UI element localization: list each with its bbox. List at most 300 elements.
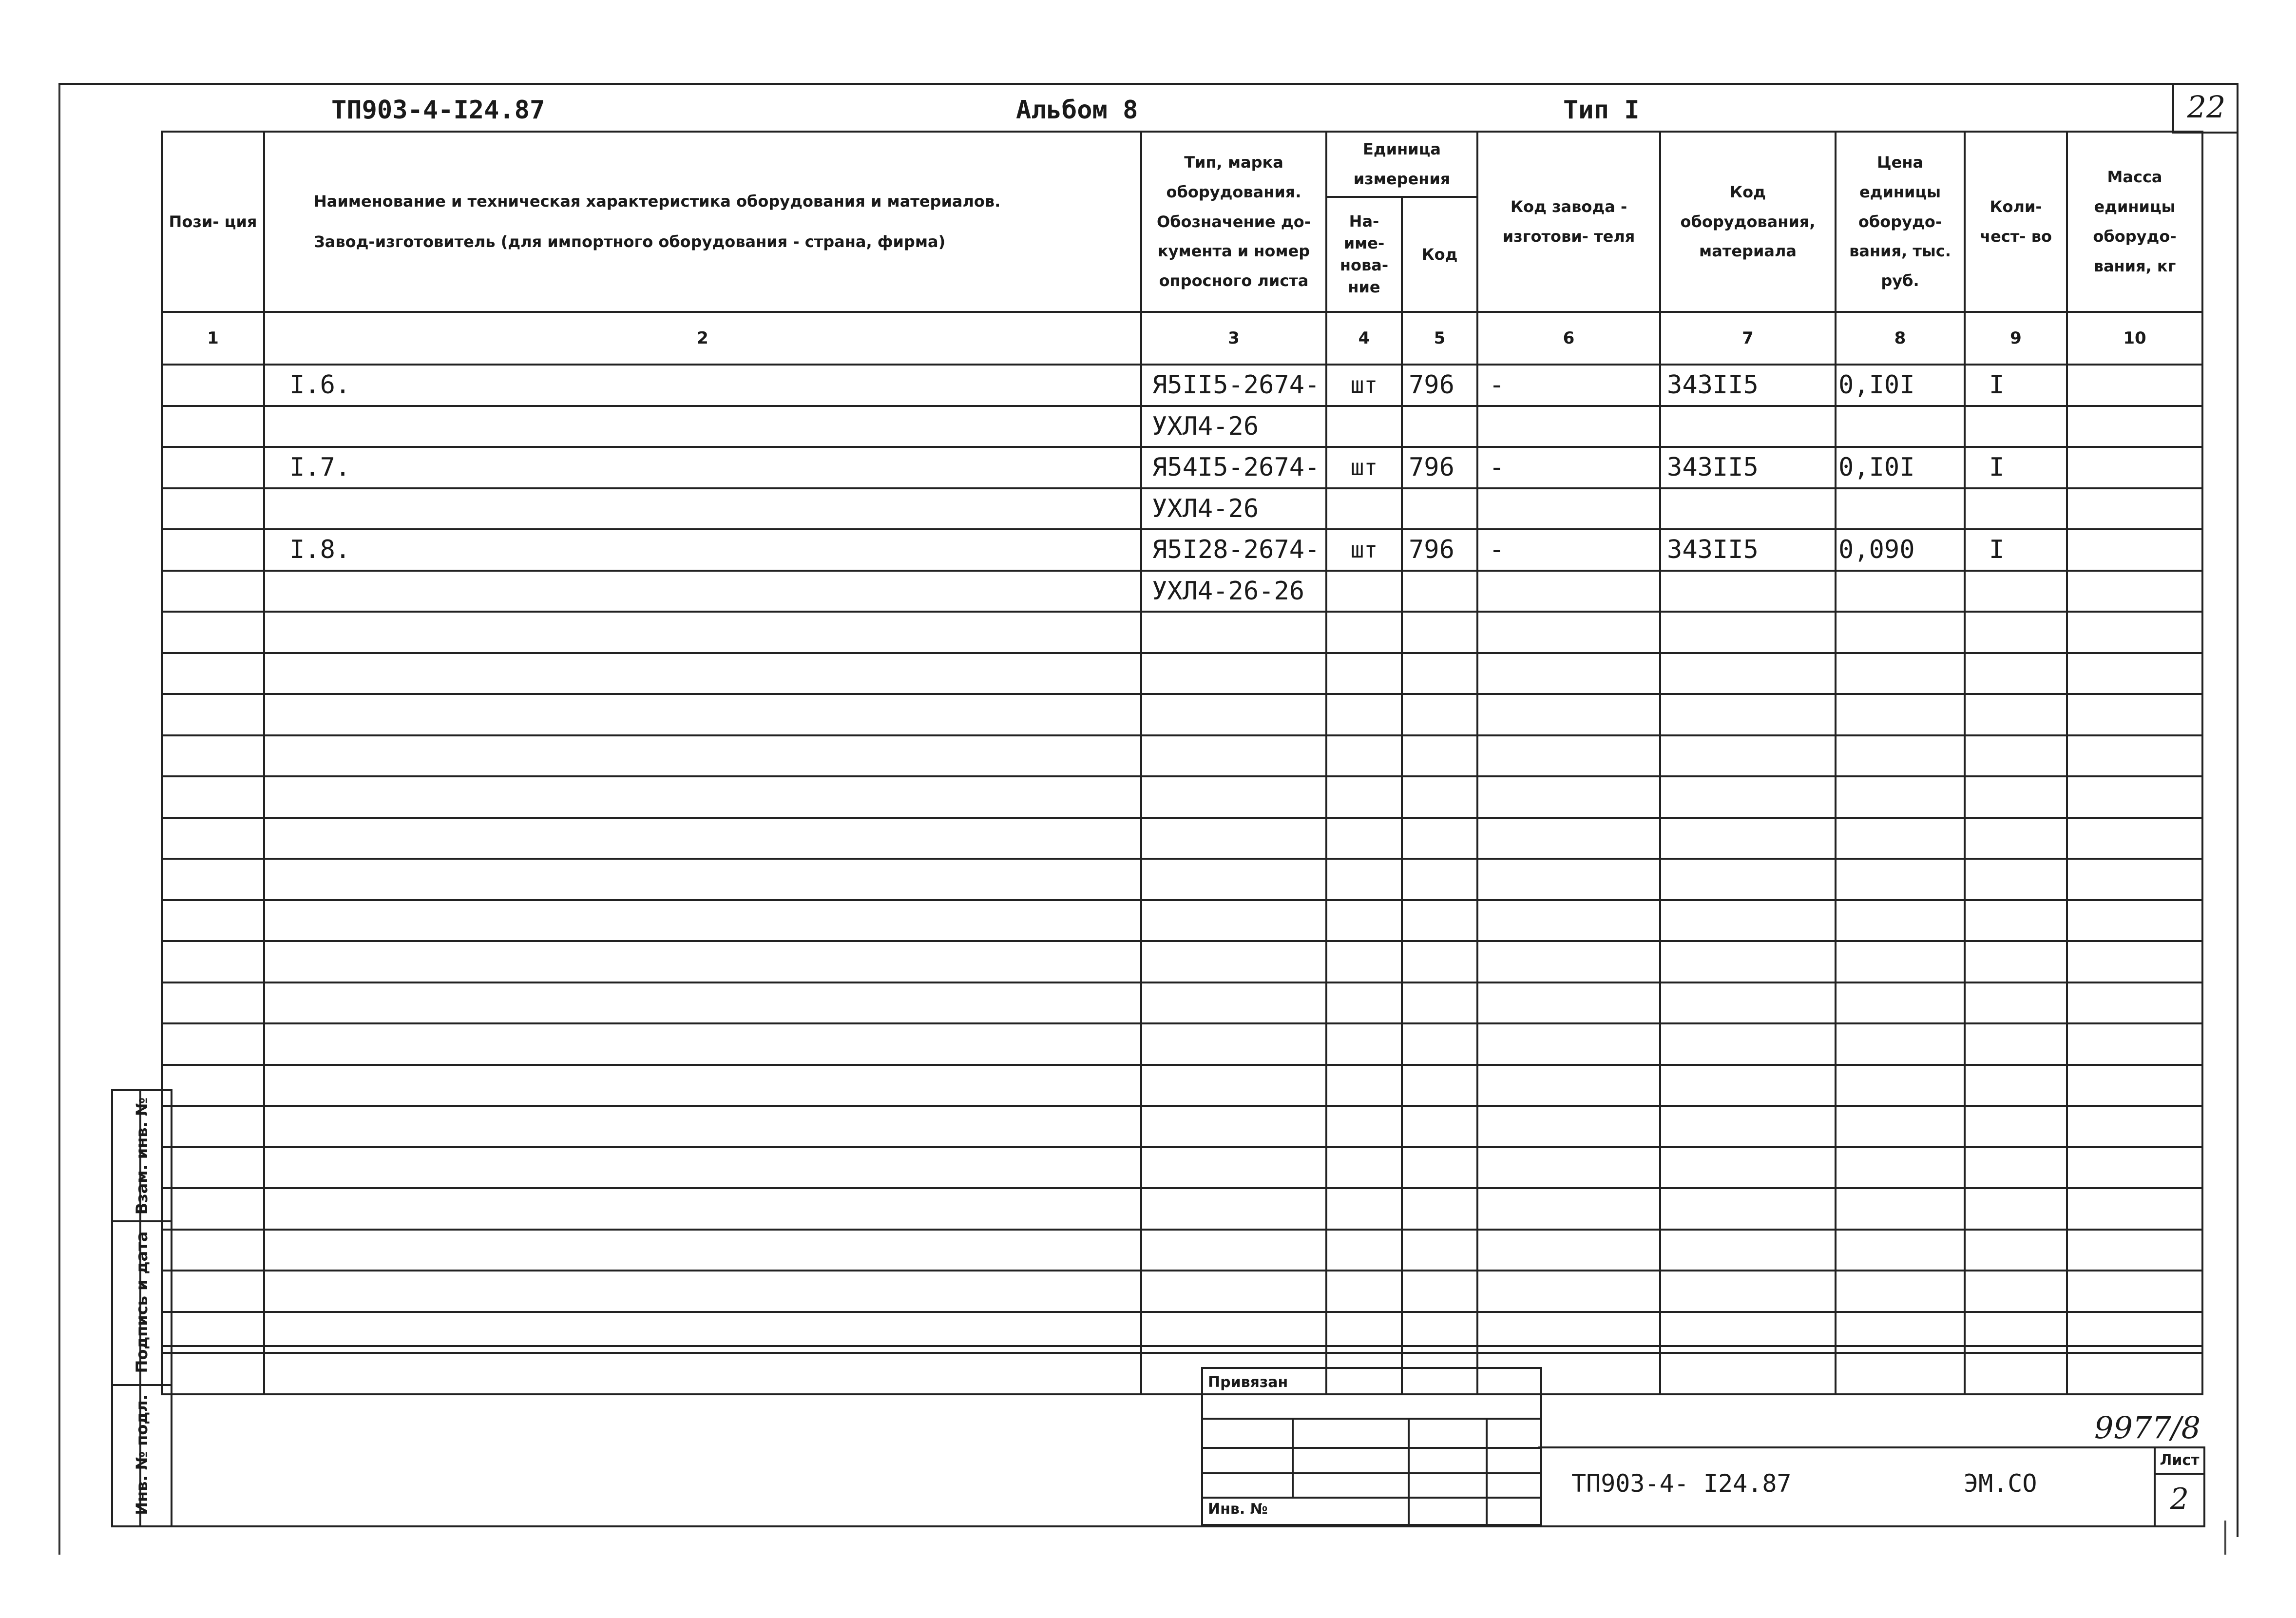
cell-unit-name: [1326, 941, 1402, 982]
column-number: 5: [1402, 312, 1477, 365]
table-row: [162, 612, 2202, 653]
cell-position: [162, 859, 264, 900]
cell-factory: [1477, 776, 1660, 818]
cell-mass: [2067, 859, 2202, 900]
bound-block-title: Привязан: [1208, 1374, 1288, 1391]
cell-type: [1141, 982, 1326, 1024]
cell-position: [162, 1065, 264, 1106]
cell-position: [162, 571, 264, 612]
side-stamp-inv-original-label: Инв. № подл.: [133, 1394, 151, 1515]
cell-type: [1141, 735, 1326, 777]
cell-position: [162, 776, 264, 818]
cell-equipment-code: [1660, 900, 1836, 942]
cell-unit-code: 796: [1402, 447, 1477, 488]
cell-unit-name: [1326, 735, 1402, 777]
cell-factory: [1477, 1023, 1660, 1065]
cell-mass: [2067, 1106, 2202, 1147]
cell-quantity: [1965, 653, 2067, 694]
cell-price: [1836, 982, 1965, 1024]
cell-factory: [1477, 1230, 1660, 1271]
cell-quantity: [1965, 859, 2067, 900]
cell-price: [1836, 406, 1965, 447]
cell-position: [162, 982, 264, 1024]
column-number: 3: [1141, 312, 1326, 365]
cell-position: [162, 1147, 264, 1189]
table-row: [162, 900, 2202, 942]
cell-quantity: [1965, 818, 2067, 859]
cell-mass: [2067, 365, 2202, 406]
cell-position: [162, 941, 264, 982]
cell-unit-code: [1402, 735, 1477, 777]
cell-unit-name: шт: [1326, 529, 1402, 571]
cell-unit-code: [1402, 571, 1477, 612]
cell-equipment-code: [1660, 735, 1836, 777]
cell-unit-name: [1326, 1230, 1402, 1271]
cell-factory: [1477, 488, 1660, 530]
cell-price: [1836, 818, 1965, 859]
cell-factory: [1477, 982, 1660, 1024]
cell-factory: [1477, 735, 1660, 777]
cell-equipment-code: [1660, 1023, 1836, 1065]
cell-unit-code: [1402, 1023, 1477, 1065]
cell-type: [1141, 1023, 1326, 1065]
cell-type: Я54I5-2674-: [1141, 447, 1326, 488]
cell-unit-name: шт: [1326, 365, 1402, 406]
cell-position: [162, 612, 264, 653]
cell-unit-code: [1402, 694, 1477, 735]
cell-unit-code: [1402, 653, 1477, 694]
cell-factory: [1477, 818, 1660, 859]
cell-factory: [1477, 1106, 1660, 1147]
cell-unit-code: [1402, 1271, 1477, 1312]
table-row: [162, 1271, 2202, 1312]
col-header-unit-group: Единица измерения: [1326, 132, 1477, 197]
table-row: [162, 1147, 2202, 1189]
cell-unit-name: [1326, 982, 1402, 1024]
column-number: 7: [1660, 312, 1836, 365]
table-row: [162, 859, 2202, 900]
col-header-name: [264, 132, 1141, 312]
bound-block-line: [1203, 1472, 1540, 1474]
bound-block-line: [1292, 1418, 1294, 1497]
cell-unit-code: [1402, 1188, 1477, 1230]
cell-type: [1141, 1188, 1326, 1230]
cell-position: [162, 529, 264, 571]
cell-unit-name: [1326, 1023, 1402, 1065]
cell-price: 0,I0I: [1836, 447, 1965, 488]
cell-price: [1836, 900, 1965, 942]
cell-position: [162, 1271, 264, 1312]
cell-quantity: [1965, 694, 2067, 735]
cell-equipment-code: [1660, 694, 1836, 735]
cell-name: I.7.: [264, 447, 1141, 488]
bound-block-inv-no: Инв. №: [1208, 1501, 1268, 1518]
cell-name: [264, 1023, 1141, 1065]
cell-name: [264, 1271, 1141, 1312]
cell-unit-code: [1402, 900, 1477, 942]
cell-type: [1141, 1106, 1326, 1147]
cell-unit-code: [1402, 612, 1477, 653]
cell-price: [1836, 1271, 1965, 1312]
col-header-unit-name: На- име- нова- ние: [1326, 197, 1402, 312]
cell-equipment-code: [1660, 1147, 1836, 1189]
cell-unit-name: [1326, 1188, 1402, 1230]
cell-name: [264, 1188, 1141, 1230]
cell-mass: [2067, 735, 2202, 777]
cell-position: [162, 653, 264, 694]
table-row: [162, 1188, 2202, 1230]
table-row: [162, 818, 2202, 859]
cell-type: [1141, 818, 1326, 859]
cell-equipment-code: [1660, 1188, 1836, 1230]
cell-mass: [2067, 571, 2202, 612]
cell-price: [1836, 1230, 1965, 1271]
cell-factory: -: [1477, 447, 1660, 488]
cell-name: [264, 1230, 1141, 1271]
table-row: [162, 941, 2202, 982]
col-header-name-line2: Завод-изготовитель (для импортного оборудования - страна, фирма): [314, 232, 946, 251]
cell-equipment-code: [1660, 982, 1836, 1024]
table-row: [162, 735, 2202, 777]
cell-mass: [2067, 653, 2202, 694]
cell-unit-name: [1326, 488, 1402, 530]
column-number: 1: [162, 312, 264, 365]
cell-type: Я5II5-2674-: [1141, 365, 1326, 406]
bound-block: [1201, 1367, 1542, 1526]
header-row-top: [162, 132, 2202, 197]
cell-position: [162, 818, 264, 859]
cell-unit-code: [1402, 406, 1477, 447]
cell-position: [162, 1106, 264, 1147]
table-row: [162, 1023, 2202, 1065]
cell-price: [1836, 612, 1965, 653]
cell-quantity: I: [1965, 365, 2067, 406]
cell-unit-code: [1402, 818, 1477, 859]
cell-unit-name: [1326, 859, 1402, 900]
col-header-type: Тип, марка оборудования. Обозначение до- кумента и номер опросного листа: [1141, 132, 1326, 312]
cell-quantity: [1965, 900, 2067, 942]
cell-type: [1141, 694, 1326, 735]
cell-price: [1836, 571, 1965, 612]
cell-unit-name: [1326, 694, 1402, 735]
cell-unit-name: [1326, 612, 1402, 653]
cell-unit-name: [1326, 776, 1402, 818]
cell-unit-code: [1402, 1147, 1477, 1189]
cell-name: [264, 1065, 1141, 1106]
column-number: 2: [264, 312, 1141, 365]
cell-price: 0,090: [1836, 529, 1965, 571]
cell-unit-name: [1326, 1065, 1402, 1106]
cell-quantity: [1965, 488, 2067, 530]
cell-price: [1836, 1147, 1965, 1189]
cell-quantity: [1965, 735, 2067, 777]
cell-equipment-code: [1660, 406, 1836, 447]
cell-type: УХЛ4-26: [1141, 488, 1326, 530]
sheet-number: 2: [2170, 1482, 2189, 1516]
cell-price: 0,I0I: [1836, 365, 1965, 406]
table-row: [162, 1106, 2202, 1147]
cell-equipment-code: [1660, 1230, 1836, 1271]
bound-block-line: [1203, 1418, 1540, 1420]
table-row: [162, 447, 2202, 488]
registration-number: 9977/8: [2094, 1410, 2201, 1445]
cell-mass: [2067, 694, 2202, 735]
cell-factory: [1477, 612, 1660, 653]
cell-mass: [2067, 776, 2202, 818]
cell-price: [1836, 776, 1965, 818]
table-row: [162, 982, 2202, 1024]
cell-position: [162, 1230, 264, 1271]
cell-equipment-code: [1660, 653, 1836, 694]
col-header-name-line1: Наименование и техническая характеристика оборудования и материалов.: [314, 192, 1001, 211]
cell-equipment-code: [1660, 941, 1836, 982]
cell-equipment-code: [1660, 1106, 1836, 1147]
side-stamp-interchange-label: Взам. инв. №: [133, 1097, 151, 1214]
cell-equipment-code: 343II5: [1660, 529, 1836, 571]
cell-name: [264, 406, 1141, 447]
cell-quantity: [1965, 1230, 2067, 1271]
cell-factory: [1477, 941, 1660, 982]
cell-equipment-code: 343II5: [1660, 365, 1836, 406]
cell-quantity: [1965, 776, 2067, 818]
cell-equipment-code: [1660, 1271, 1836, 1312]
cell-price: [1836, 694, 1965, 735]
cell-quantity: [1965, 1106, 2067, 1147]
cell-price: [1836, 1106, 1965, 1147]
cell-position: [162, 1023, 264, 1065]
cell-equipment-code: [1660, 571, 1836, 612]
cell-name: [264, 859, 1141, 900]
cell-quantity: [1965, 982, 2067, 1024]
cell-equipment-code: [1660, 488, 1836, 530]
cell-unit-code: [1402, 488, 1477, 530]
cell-unit-name: [1326, 1271, 1402, 1312]
cell-factory: [1477, 406, 1660, 447]
cell-unit-code: [1402, 1230, 1477, 1271]
cell-mass: [2067, 1065, 2202, 1106]
cell-quantity: [1965, 406, 2067, 447]
side-stamp-sign-date-label: Подпись и дата: [133, 1231, 151, 1373]
bound-block-line: [1203, 1497, 1540, 1499]
cell-equipment-code: 343II5: [1660, 447, 1836, 488]
cell-mass: [2067, 1023, 2202, 1065]
cell-type: [1141, 941, 1326, 982]
col-header-price: Цена единицы оборудо- вания, тыс. руб.: [1836, 132, 1965, 312]
cell-name: [264, 818, 1141, 859]
cell-unit-code: 796: [1402, 529, 1477, 571]
cell-mass: [2067, 447, 2202, 488]
bound-block-line: [1486, 1418, 1488, 1524]
cell-quantity: I: [1965, 529, 2067, 571]
cell-name: I.6.: [264, 365, 1141, 406]
corner-sheet-number: 22: [2172, 83, 2239, 134]
cell-position: [162, 1188, 264, 1230]
column-number: 10: [2067, 312, 2202, 365]
table-row: [162, 1230, 2202, 1271]
bound-block-line: [1203, 1447, 1540, 1449]
cell-unit-name: [1326, 1106, 1402, 1147]
cell-position: [162, 406, 264, 447]
cell-name: [264, 941, 1141, 982]
cell-price: [1836, 941, 1965, 982]
cell-price: [1836, 653, 1965, 694]
cell-factory: [1477, 653, 1660, 694]
col-header-unit-code: Код: [1402, 197, 1477, 312]
cell-unit-code: [1402, 859, 1477, 900]
table-body: [162, 365, 2202, 1394]
cell-factory: [1477, 1271, 1660, 1312]
cell-unit-code: 796: [1402, 365, 1477, 406]
cell-mass: [2067, 900, 2202, 942]
cell-name: [264, 488, 1141, 530]
col-header-equipment-code: Код оборудования, материала: [1660, 132, 1836, 312]
header-album: Альбом 8: [1016, 96, 1138, 125]
cell-name: [264, 900, 1141, 942]
specification-table: [161, 131, 2203, 1395]
cell-price: [1836, 1188, 1965, 1230]
title-project-code: ТП903-4- I24.87: [1571, 1469, 1792, 1498]
col-header-factory: Код завода - изготови- теля: [1477, 132, 1660, 312]
cell-type: Я5I28-2674-: [1141, 529, 1326, 571]
cell-mass: [2067, 1188, 2202, 1230]
cell-quantity: [1965, 1147, 2067, 1189]
cell-unit-name: [1326, 653, 1402, 694]
table-row: [162, 776, 2202, 818]
table-row: [162, 694, 2202, 735]
column-number: 4: [1326, 312, 1402, 365]
sheet-box: [2154, 1446, 2205, 1527]
cell-type: [1141, 776, 1326, 818]
cell-unit-name: [1326, 818, 1402, 859]
cell-unit-name: [1326, 900, 1402, 942]
cell-quantity: [1965, 571, 2067, 612]
cell-mass: [2067, 612, 2202, 653]
column-number: 9: [1965, 312, 2067, 365]
cell-quantity: [1965, 612, 2067, 653]
cell-unit-code: [1402, 776, 1477, 818]
column-number: 6: [1477, 312, 1660, 365]
column-number-row: [162, 312, 2202, 365]
cell-position: [162, 900, 264, 942]
cell-price: [1836, 735, 1965, 777]
cell-equipment-code: [1660, 612, 1836, 653]
header-project-code: ТП903-4-I24.87: [331, 96, 545, 125]
cell-mass: [2067, 1147, 2202, 1189]
cell-unit-name: [1326, 1147, 1402, 1189]
cell-factory: [1477, 571, 1660, 612]
table-row: [162, 1065, 2202, 1106]
cell-mass: [2067, 488, 2202, 530]
cell-mass: [2067, 818, 2202, 859]
cell-unit-code: [1402, 1106, 1477, 1147]
cell-type: [1141, 1147, 1326, 1189]
side-stamp-interchange: [113, 1091, 171, 1222]
cell-factory: [1477, 900, 1660, 942]
sheet-label: Лист: [2156, 1448, 2203, 1475]
table-row: [162, 365, 2202, 406]
cell-price: [1836, 1065, 1965, 1106]
cell-factory: -: [1477, 529, 1660, 571]
cell-type: [1141, 612, 1326, 653]
cell-type: [1141, 859, 1326, 900]
column-number: 8: [1836, 312, 1965, 365]
cell-name: [264, 1147, 1141, 1189]
cell-name: I.8.: [264, 529, 1141, 571]
cell-name: [264, 653, 1141, 694]
cell-type: УХЛ4-26: [1141, 406, 1326, 447]
title-doc-code: ЭМ.СО: [1964, 1469, 2037, 1498]
cell-type: [1141, 1271, 1326, 1312]
cell-factory: [1477, 1065, 1660, 1106]
cell-unit-name: [1326, 406, 1402, 447]
cell-price: [1836, 859, 1965, 900]
frame-tick: [2224, 1521, 2226, 1555]
cell-factory: [1477, 1147, 1660, 1189]
footer-area: [161, 1345, 2201, 1527]
cell-name: [264, 612, 1141, 653]
cell-position: [162, 488, 264, 530]
table-row: [162, 571, 2202, 612]
cell-factory: [1477, 694, 1660, 735]
cell-mass: [2067, 406, 2202, 447]
cell-factory: [1477, 859, 1660, 900]
col-header-position: Пози- ция: [162, 132, 264, 312]
cell-position: [162, 447, 264, 488]
cell-name: [264, 735, 1141, 777]
table-row: [162, 529, 2202, 571]
cell-factory: [1477, 1188, 1660, 1230]
cell-type: УХЛ4-26-26: [1141, 571, 1326, 612]
cell-type: [1141, 1230, 1326, 1271]
col-header-mass: Масса единицы оборудо- вания, кг: [2067, 132, 2202, 312]
cell-name: [264, 1106, 1141, 1147]
title-block-line: [1538, 1446, 2201, 1448]
cell-equipment-code: [1660, 859, 1836, 900]
cell-price: [1836, 488, 1965, 530]
table-row: [162, 406, 2202, 447]
col-header-quantity: Коли- чест- во: [1965, 132, 2067, 312]
cell-price: [1836, 1023, 1965, 1065]
cell-quantity: [1965, 1023, 2067, 1065]
cell-mass: [2067, 1271, 2202, 1312]
cell-unit-code: [1402, 941, 1477, 982]
bound-block-line: [1408, 1418, 1410, 1524]
cell-quantity: [1965, 941, 2067, 982]
cell-quantity: [1965, 1271, 2067, 1312]
cell-unit-name: [1326, 571, 1402, 612]
cell-position: [162, 694, 264, 735]
cell-mass: [2067, 1230, 2202, 1271]
cell-quantity: [1965, 1188, 2067, 1230]
cell-mass: [2067, 529, 2202, 571]
cell-name: [264, 694, 1141, 735]
cell-type: [1141, 900, 1326, 942]
cell-unit-name: шт: [1326, 447, 1402, 488]
cell-position: [162, 365, 264, 406]
cell-name: [264, 982, 1141, 1024]
cell-type: [1141, 1065, 1326, 1106]
cell-position: [162, 735, 264, 777]
cell-unit-code: [1402, 1065, 1477, 1106]
cell-factory: -: [1477, 365, 1660, 406]
cell-quantity: [1965, 1065, 2067, 1106]
cell-unit-code: [1402, 982, 1477, 1024]
cell-name: [264, 776, 1141, 818]
cell-mass: [2067, 941, 2202, 982]
cell-mass: [2067, 982, 2202, 1024]
cell-type: [1141, 653, 1326, 694]
cell-equipment-code: [1660, 1065, 1836, 1106]
